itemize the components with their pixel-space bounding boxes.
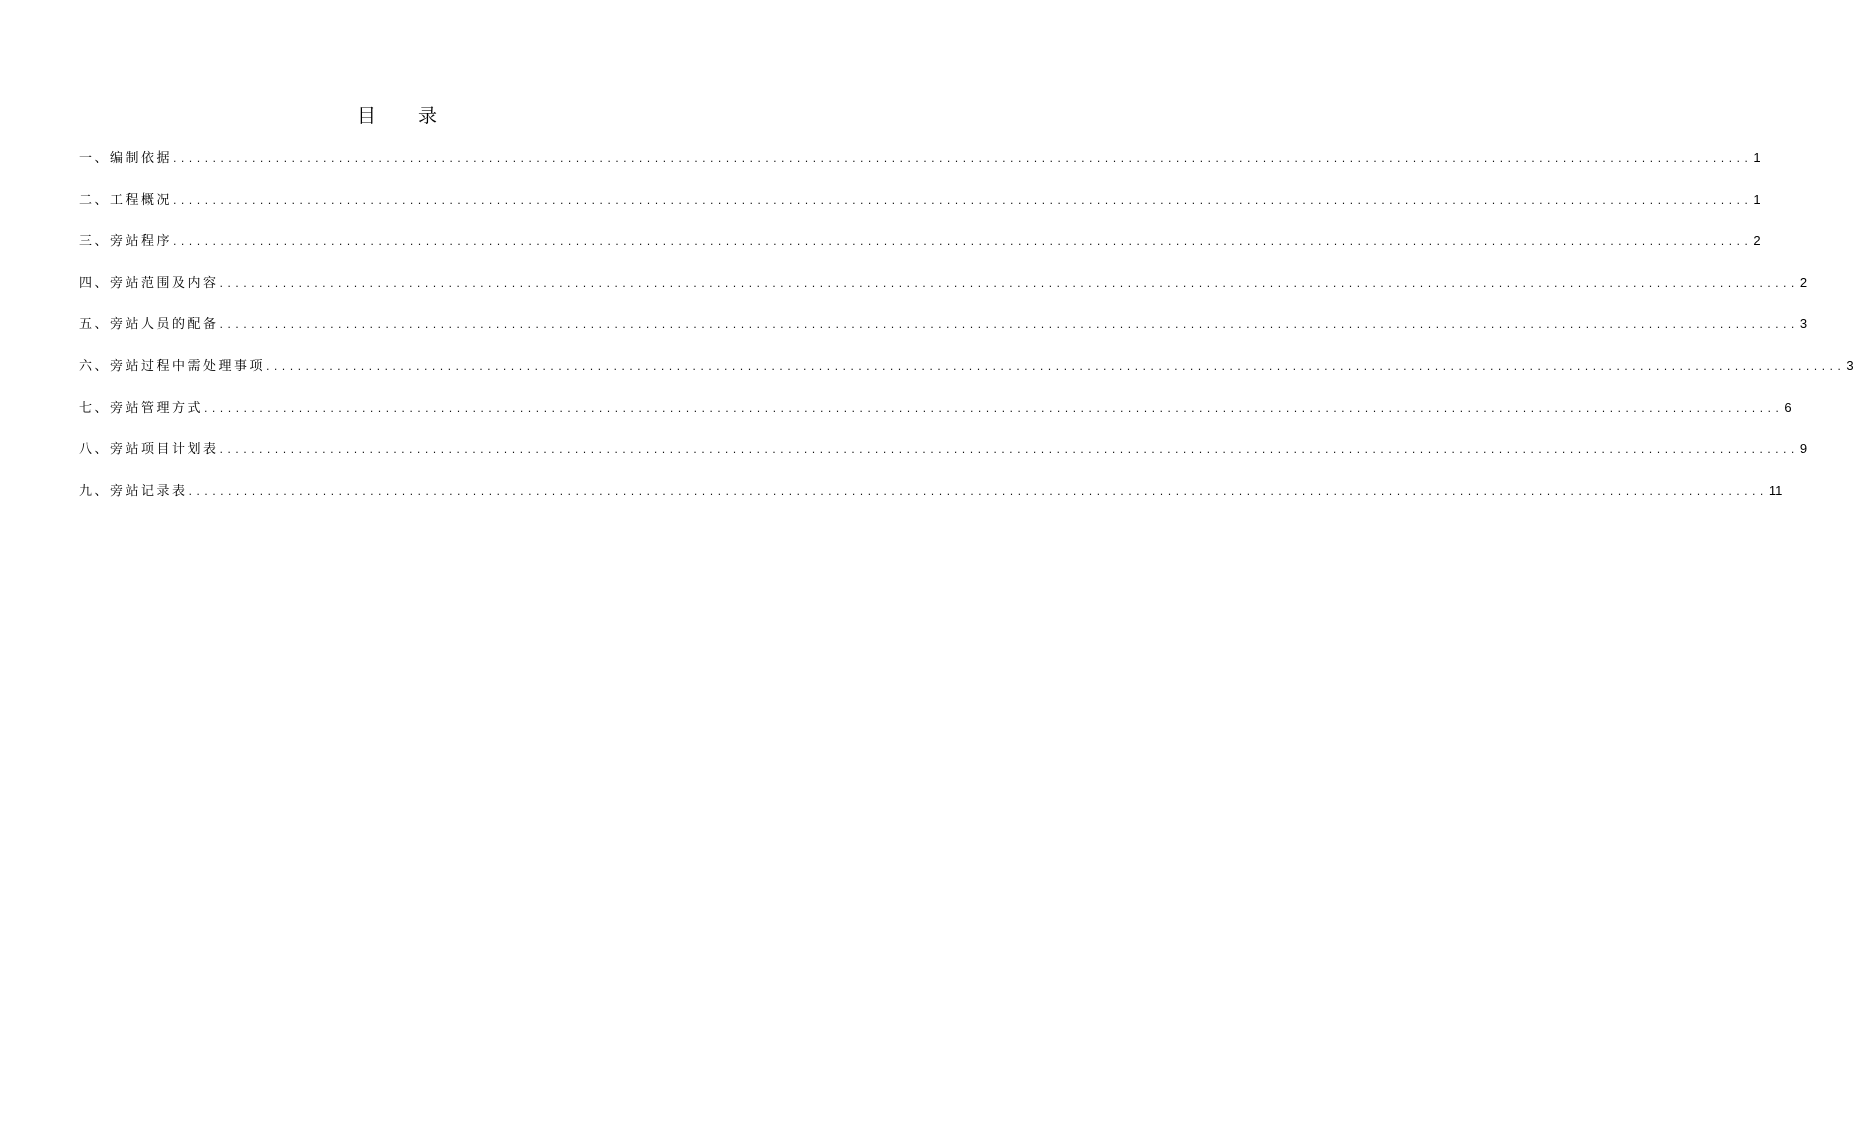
dot-leader: ........................................................................................................................................................................................................	[173, 193, 1753, 207]
toc-entry-page: 6	[1784, 399, 1792, 415]
toc-entry-page: 3	[1799, 316, 1808, 332]
toc-entry[interactable]	[79, 147, 1761, 189]
toc-entry-label: 九、旁站记录表	[79, 483, 188, 499]
dot-leader: ........................................................................................................................................................................................................	[173, 152, 1753, 165]
dot-leader: ........................................................................................................................................................................................................	[219, 276, 1799, 290]
toc-entry-page: 11	[1768, 482, 1783, 498]
toc-entry-page: 9	[1799, 441, 1808, 457]
toc-entry[interactable]	[79, 230, 1761, 272]
toc-entry-page: 1	[1753, 191, 1761, 207]
dot-leader: ........................................................................................................................................................................................................	[173, 235, 1753, 249]
toc-title	[0, 103, 794, 129]
table-of-contents	[79, 147, 1854, 521]
toc-entry[interactable]	[79, 355, 1854, 397]
dot-leader: ........................................................................................................................................................................................................	[219, 443, 1799, 457]
toc-entry[interactable]	[79, 313, 1808, 355]
toc-entry-page: 1	[1753, 150, 1761, 165]
toc-entry[interactable]	[79, 397, 1792, 439]
toc-entry[interactable]	[79, 480, 1783, 522]
toc-entry-label: 八、旁站项目计划表	[79, 442, 219, 458]
toc-entry-label: 二、工程概况	[79, 192, 173, 208]
toc-entry-page: 3	[1846, 357, 1854, 373]
toc-entry-label: 一、编制依据	[79, 151, 173, 166]
toc-entry-page: 2	[1799, 274, 1808, 290]
toc-title-char: 录	[418, 105, 438, 127]
toc-entry-label: 三、旁站程序	[79, 234, 173, 250]
toc-title-char: 目	[356, 105, 376, 127]
dot-leader: ........................................................................................................................................................................................................	[204, 401, 1784, 415]
dot-leader: ........................................................................................................................................................................................................	[188, 484, 1768, 498]
toc-entry-label: 五、旁站人员的配备	[79, 317, 219, 333]
toc-entry[interactable]	[79, 438, 1808, 480]
toc-entry[interactable]	[79, 272, 1808, 314]
dot-leader: ........................................................................................................................................................................................................	[219, 318, 1799, 332]
toc-entry-label: 四、旁站范围及内容	[79, 275, 219, 291]
toc-entry-label: 六、旁站过程中需处理事项	[79, 358, 266, 374]
toc-entry-page: 2	[1753, 233, 1761, 249]
dot-leader: ........................................................................................................................................................................................................	[266, 359, 1846, 373]
toc-entry[interactable]	[79, 189, 1761, 231]
toc-entry-label: 七、旁站管理方式	[79, 400, 204, 416]
